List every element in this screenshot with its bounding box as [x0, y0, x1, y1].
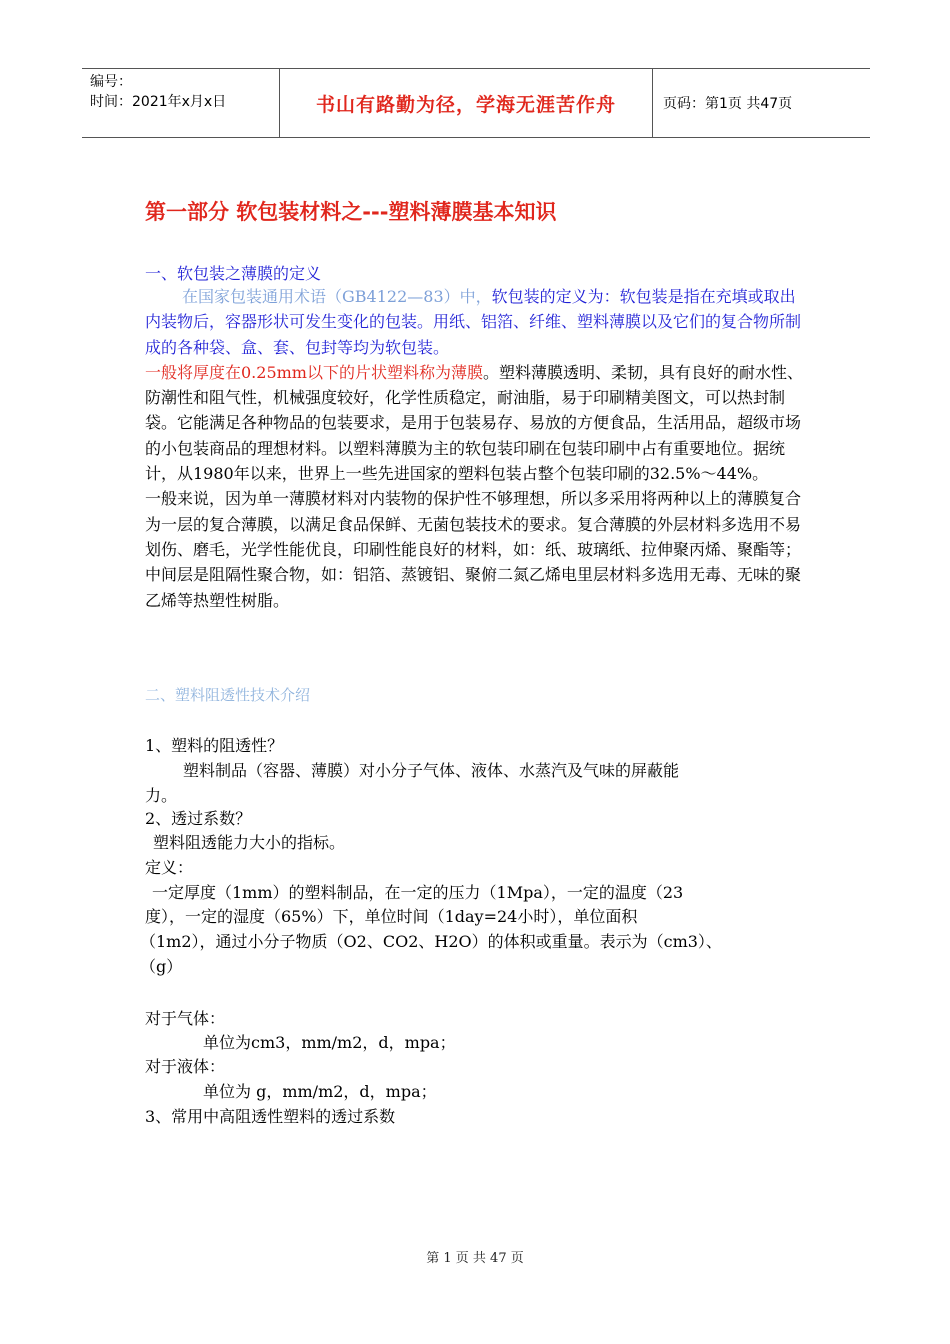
code-label: 编号： [90, 74, 132, 90]
gas-label: 对于气体： [145, 1009, 226, 1028]
liquid-unit: 单位为 g，mm/m2，d，mpa； [203, 1082, 437, 1101]
composite-film-text: 一般来说，因为单一薄膜材料对内装物的保护性不够理想，所以多采用将两种以上的薄膜复合为一层的复合薄膜，以满足食品保鲜、无菌包装技术的要求。复合薄膜的外层材料多选用不易划伤、磨毛，光学性能优良，印刷性能良好的材料，如：纸、玻璃纸、拉伸聚丙烯、聚酯等；中间层是阻隔性聚合物，如：铝箔、蒸镀铝、聚俯二氮乙烯电里层材料多选用无毒、无味的聚乙烯等热塑性树脂。 [145, 489, 802, 610]
page-title: 第一部分 软包装材料之---塑料薄膜基本知识 [145, 200, 557, 224]
time-label: 时间：2021年x月x日 [90, 94, 227, 110]
section-1-body [145, 284, 810, 613]
film-properties-text: 。塑料薄膜透明、柔韧，具有良好的耐水性、防潮性和阻气性，机械强度较好，化学性质稳定，耐油脂，易于印刷精美图文，可以热封制袋。它能满足各种物品的包装要求，是用于包装易存、易放的方便食品，生活用品，超级市场的小包装商品的理想材料。以塑料薄膜为主的软包装印刷在包装印刷中占有重要地位。据统计，从1980年以来，世界上一些先进国家的塑料包装占整个包装印刷的32.5%～44%。 [145, 362, 803, 484]
definition-source: 在国家包装通用术语（GB4122—83）中， [182, 287, 492, 306]
definition-line-4: （g） [140, 957, 183, 976]
definition-text: 软包装的定义为：软包装是指在充填或取出内装物后，容器形状可发生变化的包装。用纸、铝箔、纤维、塑料薄膜以及它们的复合物所制成的各种袋、盒、套、包封等均为软包装。 [145, 287, 802, 357]
section-2-heading: 二、塑料阻透性技术介绍 [145, 686, 311, 704]
liquid-label: 对于液体： [145, 1057, 226, 1076]
header-table [82, 68, 870, 138]
answer-1-line-2: 力。 [145, 786, 178, 805]
page-footer: 第 1 页 共 47 页 [426, 1251, 524, 1266]
film-thickness-definition: 一般将厚度在0.25mm以下的片状塑料称为薄膜 [145, 362, 483, 382]
definition-line-2: 度），一定的湿度（65%）下，单位时间（1day=24小时），单位面积 [145, 907, 638, 926]
question-2: 2、透过系数？ [145, 809, 252, 828]
question-1: 1、塑料的阻透性？ [145, 736, 284, 755]
header-meta-cell [82, 69, 280, 137]
definition-line-1: 一定厚度（1mm）的塑料制品，在一定的压力（1Mpa），一定的温度（23 [152, 883, 684, 902]
question-3: 3、常用中高阻透性塑料的透过系数 [145, 1107, 396, 1126]
answer-1-line-1: 塑料制品（容器、薄膜）对小分子气体、液体、水蒸汽及气味的屏蔽能 [183, 761, 680, 780]
header-motto: 书山有路勤为径，学海无涯苦作舟 [280, 69, 653, 137]
gas-unit: 单位为cm3，mm/m2，d，mpa； [203, 1033, 456, 1052]
section-1-heading: 一、软包装之薄膜的定义 [145, 264, 322, 283]
definition-line-3: （1m2），通过小分子物质（O2、CO2、H2O）的体积或重量。表示为（cm3）、 [140, 932, 722, 951]
definition-label: 定义： [145, 858, 194, 877]
header-page-info: 页码：第1页 共47页 [663, 96, 793, 112]
answer-2: 塑料阻透能力大小的指标。 [153, 833, 346, 852]
